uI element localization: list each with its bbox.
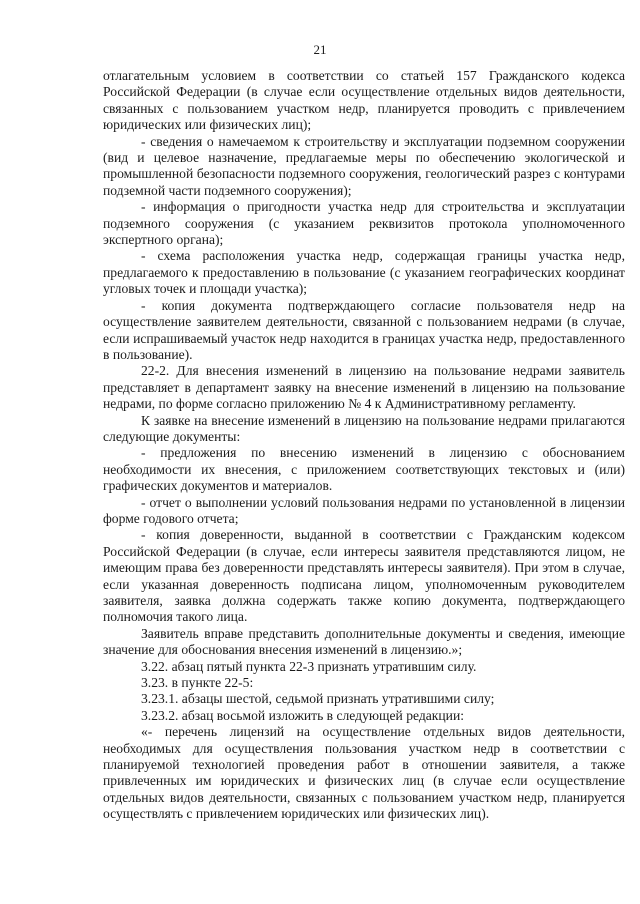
paragraph: 3.23. в пункте 22-5:	[141, 675, 254, 691]
paragraph: - сведения о намечаемом к строительству и эксплуатации подземном сооружении (вид и целевое назначение, предлагаемые меры по обеспечению экологической и промышленной безопасности подземного сооружения, геологический разрез с контурами подземной части подземного сооружения);	[103, 133, 625, 198]
paragraph: 22-2. Для внесения изменений в лицензию на пользование недрами заявитель представляет в департамент заявку на внесение изменений в лицензию на пользование недрами, по форме согласно приложению № 4 к Административному регламенту.	[103, 363, 625, 412]
paragraph: - отчет о выполнении условий пользования недрами по установленной в лицензии форме годового отчета;	[103, 494, 625, 526]
paragraph: - предложения по внесению изменений в лицензию с обоснованием необходимости их внесения, с приложением соответствующих текстовых и (или) графических документов и материалов.	[103, 445, 625, 494]
paragraph: «- перечень лицензий на осуществление отдельных видов деятельности, необходимых для осуществления пользования участком недр в соответствии с планируемой технологией проведения работ в отношении заявителя, а также привлеченных им юридических и физических лиц (в случае если осуществление отдельных видов деятельности, связанных с пользованием участком недр, планируется осуществлять с привлечением юридических или физических лиц).	[103, 724, 625, 822]
paragraph: отлагательным условием в соответствии со статьей 157 Гражданского кодекса Российской Федерации (в случае если осуществление отдельных видов деятельности, связанных с пользованием участком недр, планируется проводить с привлечением юридических или физических лиц);	[103, 68, 625, 133]
paragraph: - копия доверенности, выданной в соответствии с Гражданским кодексом Российской Федерации (в случае, если интересы заявителя представляются лицом, не имеющим права без доверенности представлять интересы заявителя). При этом в случае, если указанная доверенность подписана лицом, уполномоченным руководителем заявителя, заявка должна содержать также копию документа, подтверждающего полномочия такого лица.	[103, 527, 625, 625]
paragraph: - схема расположения участка недр, содержащая границы участка недр, предлагаемого к предоставлению в пользование (с указанием географических координат угловых точек и площади участка);	[103, 248, 625, 297]
page-number: 21	[313, 42, 327, 57]
body-text	[103, 68, 625, 823]
paragraph: 3.23.2. абзац восьмой изложить в следующей редакции:	[141, 707, 465, 723]
paragraph: - копия документа подтверждающего согласие пользователя недр на осуществление заявителем деятельности, связанной с пользованием недрами (в случае, если испрашиваемый участок недр находится в границах участка недр, предоставленного в пользование).	[103, 297, 625, 362]
paragraph: - информация о пригодности участка недр для строительства и эксплуатации подземного сооружения (с указанием реквизитов протокола уполномоченного экспертного органа);	[103, 199, 625, 248]
paragraph: 3.23.1. абзацы шестой, седьмой признать утратившими силу;	[141, 691, 495, 707]
paragraph: 3.22. абзац пятый пункта 22-3 признать утратившим силу.	[141, 658, 477, 674]
paragraph: К заявке на внесение изменений в лицензию на пользование недрами прилагаются следующие документы:	[103, 412, 625, 444]
paragraph: Заявитель вправе представить дополнительные документы и сведения, имеющие значение для обоснования внесения изменений в лицензию.»;	[103, 625, 625, 658]
